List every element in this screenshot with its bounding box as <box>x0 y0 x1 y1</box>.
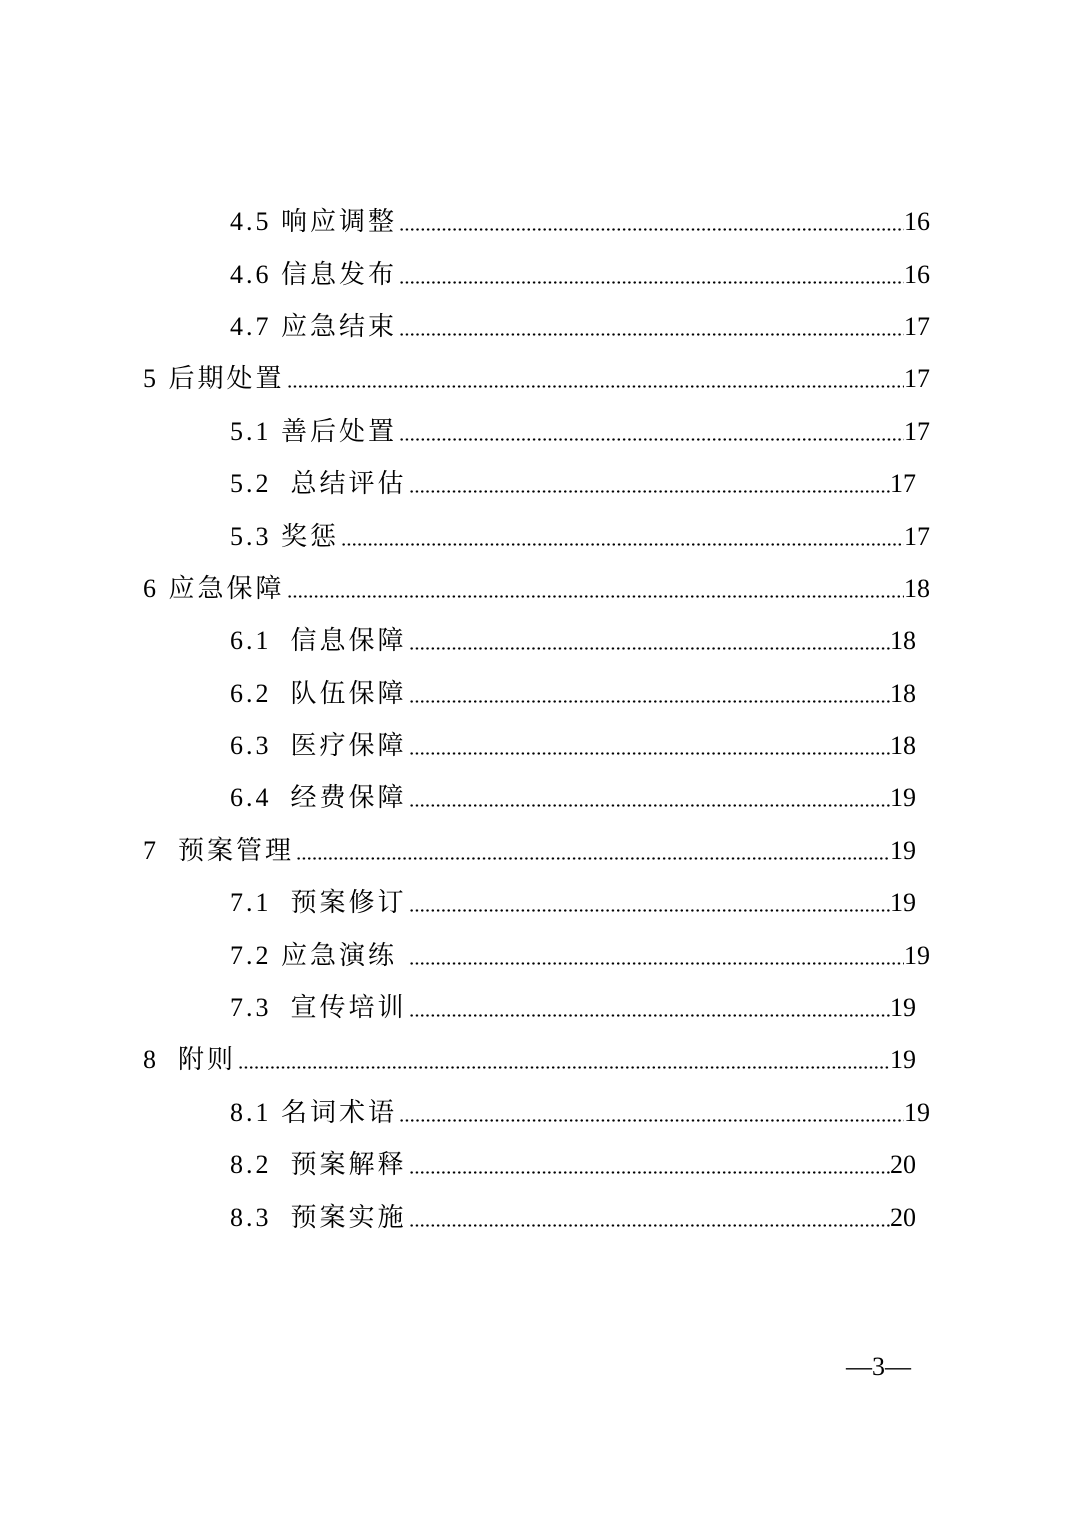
toc-dot-leader <box>399 417 904 447</box>
toc-entry <box>230 248 930 300</box>
toc-section-entry <box>143 1034 916 1086</box>
toc-entry-label: 5.3 奖惩 <box>230 521 340 551</box>
toc-entry-page: 17 <box>904 364 930 394</box>
toc-entry-page: 19 <box>890 993 916 1023</box>
toc-dot-leader <box>409 941 904 971</box>
page-number: —3— <box>846 1352 911 1381</box>
toc-entry-page: 18 <box>904 573 930 603</box>
toc-entry-page: 19 <box>890 1045 916 1075</box>
toc-dot-leader <box>238 1045 890 1075</box>
toc-dot-leader <box>399 207 904 237</box>
toc-entry-label: 6.4 经费保障 <box>230 783 407 813</box>
toc-entry <box>230 615 916 667</box>
toc-dot-leader <box>409 731 890 761</box>
toc-section-entry <box>143 563 930 615</box>
toc-entry-page: 17 <box>904 521 930 551</box>
toc-dot-leader <box>399 260 904 290</box>
toc-entry-label: 7.1 预案修订 <box>230 888 407 918</box>
toc-entry-page: 17 <box>904 311 930 341</box>
toc-dot-leader <box>409 888 890 918</box>
toc-dot-leader <box>296 836 890 866</box>
toc-entry-page: 18 <box>890 678 916 708</box>
toc-dot-leader <box>409 1150 890 1180</box>
toc-dot-leader <box>409 783 890 813</box>
toc-entry-page: 17 <box>904 416 930 446</box>
toc-dot-leader <box>409 679 890 709</box>
toc-entry-label: 4.5 响应调整 <box>230 207 398 237</box>
toc-entry-label: 5 后期处置 <box>143 364 285 394</box>
toc-entry-label: 8.2 预案解释 <box>230 1150 407 1180</box>
toc-entry-label: 7.2 应急演练 <box>230 940 407 970</box>
toc-entry-label: 6 应急保障 <box>143 573 285 603</box>
toc-entry <box>230 668 916 720</box>
toc-entry-page: 19 <box>890 783 916 813</box>
toc-entry-label: 5.2 总结评估 <box>230 469 407 499</box>
toc-entry-label: 6.2 队伍保障 <box>230 678 407 708</box>
toc-entry <box>230 982 916 1034</box>
toc-entry-page: 19 <box>890 888 916 918</box>
toc-entry-page: 18 <box>890 626 916 656</box>
toc-entry-label: 7 预案管理 <box>143 835 295 865</box>
toc-entry <box>230 1087 930 1139</box>
table-of-contents <box>0 196 1074 1244</box>
toc-entry-page: 19 <box>904 1097 930 1127</box>
toc-dot-leader <box>409 469 890 499</box>
toc-dot-leader <box>399 1098 904 1128</box>
toc-dot-leader <box>287 574 904 604</box>
toc-section-entry <box>143 353 930 405</box>
toc-entry-page: 20 <box>890 1150 916 1180</box>
toc-entry <box>230 196 930 248</box>
toc-entry <box>230 877 916 929</box>
toc-entry <box>230 510 930 562</box>
toc-entry-label: 4.6 信息发布 <box>230 259 398 289</box>
toc-dot-leader <box>409 1203 890 1233</box>
toc-entry <box>230 720 916 772</box>
toc-dot-leader <box>399 312 904 342</box>
toc-entry-label: 6.3 医疗保障 <box>230 731 407 761</box>
toc-entry-label: 6.1 信息保障 <box>230 626 407 656</box>
toc-entry <box>230 458 916 510</box>
toc-entry-label: 5.1 善后处置 <box>230 416 398 446</box>
toc-dot-leader <box>341 522 904 552</box>
toc-entry-page: 17 <box>890 469 916 499</box>
toc-entry <box>230 1139 916 1191</box>
toc-dot-leader <box>409 993 890 1023</box>
toc-entry <box>230 772 916 824</box>
toc-entry-label: 8.1 名词术语 <box>230 1097 398 1127</box>
toc-dot-leader <box>409 626 890 656</box>
toc-entry-page: 18 <box>890 731 916 761</box>
toc-entry-label: 8 附则 <box>143 1045 237 1075</box>
toc-entry-page: 16 <box>904 259 930 289</box>
toc-entry <box>230 929 930 981</box>
toc-dot-leader <box>287 364 904 394</box>
toc-entry-label: 4.7 应急结束 <box>230 311 398 341</box>
toc-entry <box>230 1191 916 1243</box>
toc-entry-page: 20 <box>890 1202 916 1232</box>
toc-entry-page: 19 <box>890 835 916 865</box>
toc-section-entry <box>143 825 916 877</box>
toc-entry <box>230 301 930 353</box>
toc-entry-page: 19 <box>904 940 930 970</box>
toc-entry-page: 16 <box>904 207 930 237</box>
toc-entry <box>230 406 930 458</box>
toc-entry-label: 8.3 预案实施 <box>230 1202 407 1232</box>
toc-entry-label: 7.3 宣传培训 <box>230 993 407 1023</box>
